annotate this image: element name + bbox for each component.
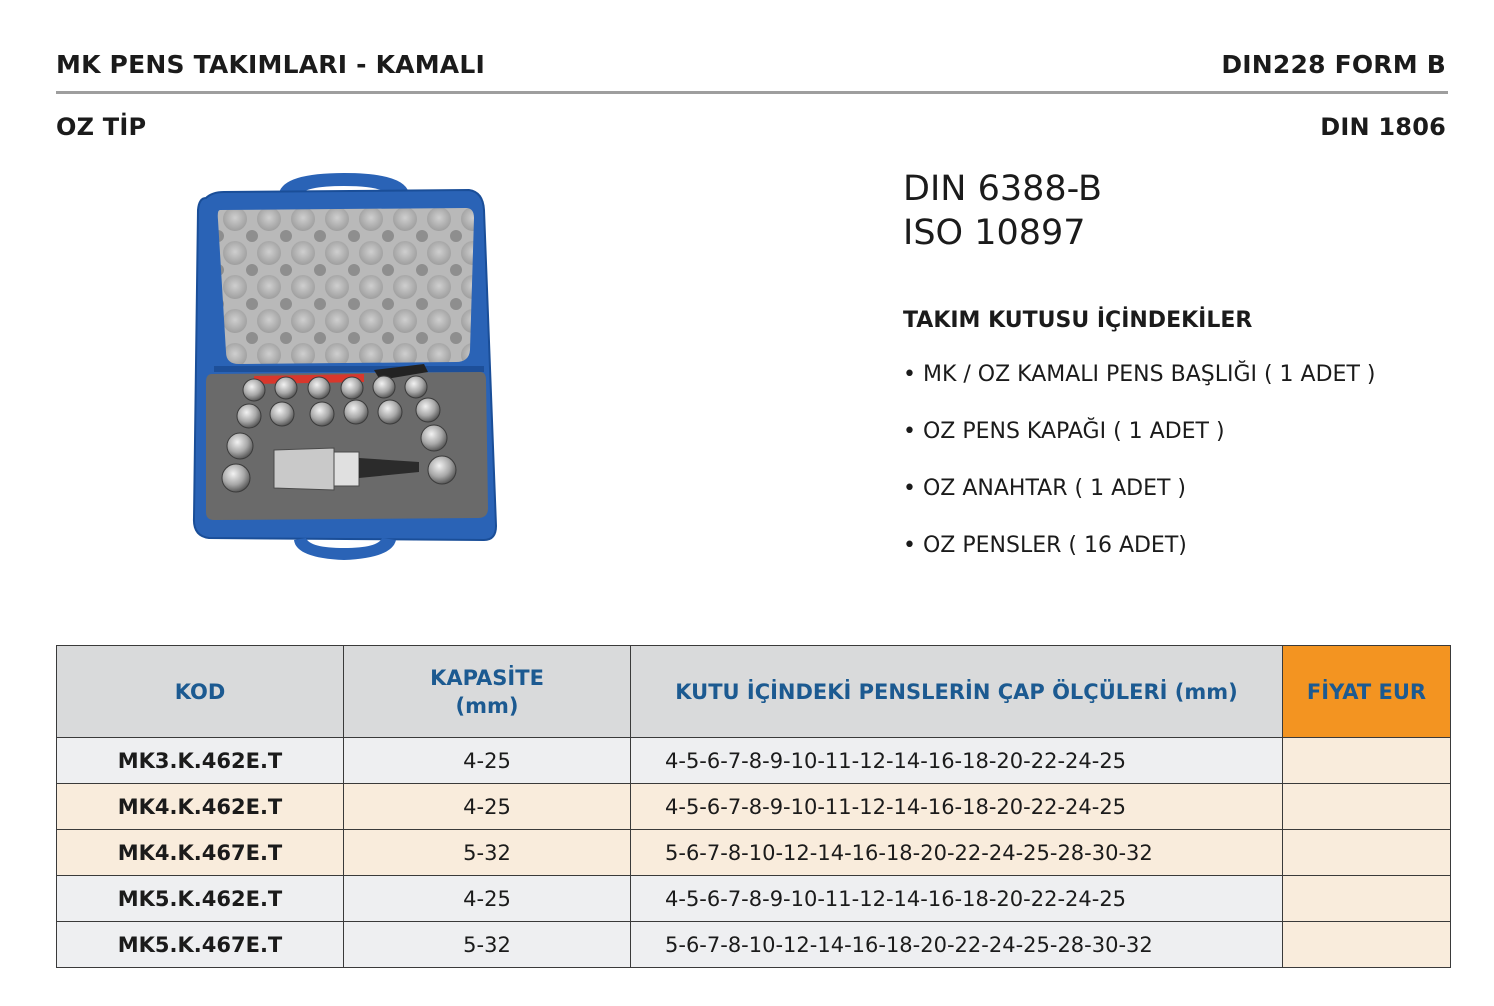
header-divider	[56, 91, 1448, 94]
table-row	[57, 876, 1451, 922]
tool-case-photo	[184, 168, 504, 573]
contents-item: • OZ ANAHTAR ( 1 ADET )	[903, 476, 1186, 501]
contents-title: TAKIM KUTUSU İÇİNDEKİLER	[903, 308, 1253, 333]
header-capacity-line2: (mm)	[455, 693, 519, 718]
cell-price	[1283, 784, 1451, 830]
contents-item: • MK / OZ KAMALI PENS BAŞLIĞI ( 1 ADET )	[903, 362, 1376, 387]
cell-sizes: 5-6-7-8-10-12-14-16-18-20-22-24-25-28-30-32	[631, 830, 1283, 876]
cell-code: MK4.K.462E.T	[57, 784, 344, 830]
table-row	[57, 738, 1451, 784]
contents-list	[903, 362, 1375, 590]
cell-price	[1283, 738, 1451, 784]
header-capacity	[344, 646, 631, 738]
header-sizes: KUTU İÇİNDEKİ PENSLERİN ÇAP ÖLÇÜLERİ (mm)	[631, 646, 1283, 738]
cell-capacity: 5-32	[344, 922, 631, 968]
cell-capacity: 4-25	[344, 784, 631, 830]
cell-price	[1283, 922, 1451, 968]
standard-iso: ISO 10897	[903, 213, 1086, 253]
table-row	[57, 830, 1451, 876]
cell-code: MK4.K.467E.T	[57, 830, 344, 876]
contents-item: • OZ PENSLER ( 16 ADET)	[903, 533, 1187, 558]
table-row	[57, 922, 1451, 968]
cell-capacity: 4-25	[344, 738, 631, 784]
standard-din: DIN 6388-B	[903, 169, 1103, 209]
cell-sizes: 4-5-6-7-8-9-10-11-12-14-16-18-20-22-24-25	[631, 784, 1283, 830]
page-title: MK PENS TAKIMLARI - KAMALI	[56, 50, 485, 79]
table-row	[57, 784, 1451, 830]
cell-sizes: 5-6-7-8-10-12-14-16-18-20-22-24-25-28-30-32	[631, 922, 1283, 968]
standards-list	[903, 167, 1102, 255]
page-subtitle: OZ TİP	[56, 113, 147, 141]
cell-code: MK5.K.462E.T	[57, 876, 344, 922]
cell-sizes: 4-5-6-7-8-9-10-11-12-14-16-18-20-22-24-25	[631, 876, 1283, 922]
cell-price	[1283, 830, 1451, 876]
cell-code: MK3.K.462E.T	[57, 738, 344, 784]
standard-din-label: DIN 1806	[1320, 113, 1446, 141]
contents-item: • OZ PENS KAPAĞI ( 1 ADET )	[903, 419, 1225, 444]
header-price: FİYAT EUR	[1283, 646, 1451, 738]
header-code: KOD	[57, 646, 344, 738]
table-header-row	[57, 646, 1451, 738]
product-table	[56, 645, 1451, 968]
standard-form-label: DIN228 FORM B	[1221, 50, 1446, 79]
header-capacity-line1: KAPASİTE	[430, 665, 544, 690]
cell-capacity: 4-25	[344, 876, 631, 922]
cell-sizes: 4-5-6-7-8-9-10-11-12-14-16-18-20-22-24-25	[631, 738, 1283, 784]
cell-capacity: 5-32	[344, 830, 631, 876]
cell-price	[1283, 876, 1451, 922]
cell-code: MK5.K.467E.T	[57, 922, 344, 968]
